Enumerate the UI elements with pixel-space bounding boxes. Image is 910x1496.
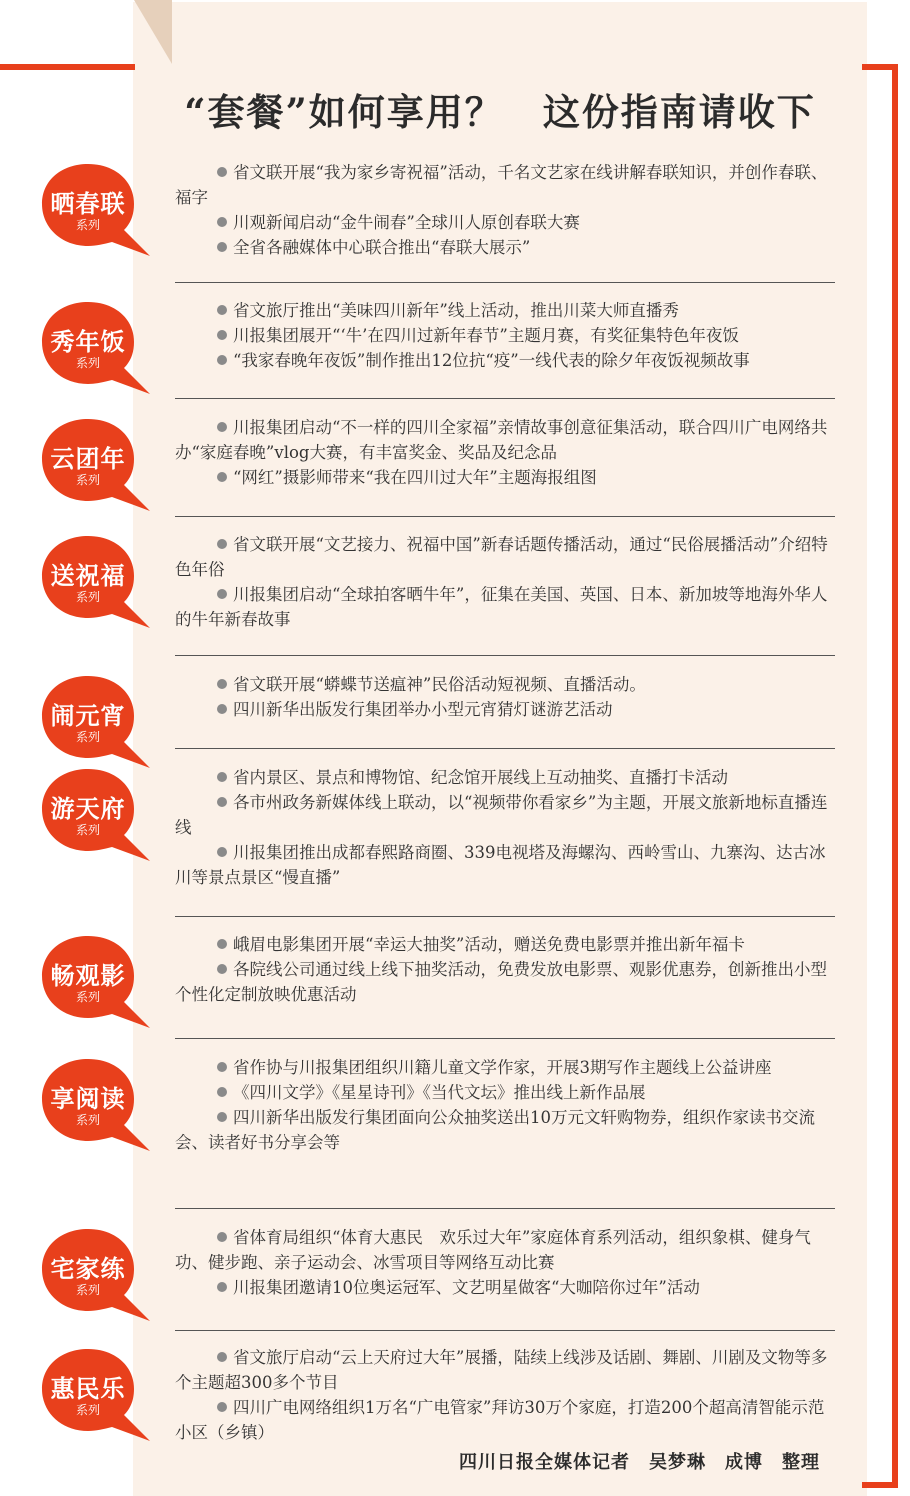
list-item [175, 765, 835, 790]
section-items [175, 415, 835, 490]
bullet-icon [217, 1062, 227, 1072]
series-badge [40, 415, 152, 513]
bullet-icon [217, 422, 227, 432]
series-badge-name: 闹元宵 [50, 702, 126, 730]
series-badge [40, 160, 152, 258]
list-item-text: 《四川文学》《星星诗刊》《当代文坛》推出线上新作品展 [233, 1083, 646, 1102]
series-badge-sub: 系列 [75, 356, 100, 370]
section-divider [175, 1208, 835, 1209]
list-item [175, 672, 835, 697]
bullet-icon [217, 797, 227, 807]
section-divider [175, 1330, 835, 1331]
list-item-text: 四川新华出版发行集团面向公众抽奖送出10万元文轩购物券，组织作家读书交流会、读者好书分享会等 [175, 1108, 815, 1152]
bullet-icon [217, 589, 227, 599]
section-items [175, 1055, 835, 1155]
series-badge [40, 298, 152, 396]
list-item-text: 四川广电网络组织1万名“广电管家”拜访30万个家庭，打造200个超高清智能示范小区（乡镇） [175, 1398, 825, 1442]
list-item [175, 532, 835, 582]
list-item [175, 1225, 835, 1275]
list-item [175, 1080, 835, 1105]
bullet-icon [217, 217, 227, 227]
section-items [175, 298, 835, 373]
list-item-text: 各市州政务新媒体线上联动，以“视频带你看家乡”为主题，开展文旅新地标直播连线 [175, 793, 828, 837]
list-item [175, 932, 835, 957]
credit-line: 四川日报全媒体记者 吴梦琳 成博 整理 [459, 1452, 820, 1473]
series-badge-sub: 系列 [75, 590, 100, 604]
frame-line-right [892, 64, 898, 1488]
bullet-icon [217, 1352, 227, 1362]
section-divider [175, 398, 835, 399]
bullet-icon [217, 1112, 227, 1122]
list-item-text: 各院线公司通过线上线下抽奖活动，免费发放电影票、观影优惠券，创新推出小型个性化定制放映优惠活动 [175, 960, 827, 1004]
list-item-text: 省体育局组织“体育大惠民 欢乐过大年”家庭体育系列活动，组织象棋、健身气功、健步跑、亲子运动会、冰雪项目等网络互动比赛 [175, 1228, 811, 1272]
section-divider [175, 916, 835, 917]
list-item [175, 697, 835, 722]
series-badge [40, 1225, 152, 1323]
bullet-icon [217, 472, 227, 482]
section-items [175, 932, 835, 1007]
list-item [175, 1055, 835, 1080]
series-badge-sub: 系列 [75, 218, 100, 232]
list-item [175, 1345, 835, 1395]
bullet-icon [217, 167, 227, 177]
list-item [175, 235, 835, 260]
bullet-icon [217, 704, 227, 714]
list-item [175, 160, 835, 210]
list-item-text: 省作协与川报集团组织川籍儿童文学作家，开展3期写作主题线上公益讲座 [233, 1058, 772, 1077]
page-fold-corner [96, 0, 172, 64]
list-item [175, 1105, 835, 1155]
section-items [175, 1225, 835, 1300]
bullet-icon [217, 539, 227, 549]
list-item-text: “网红”摄影师带来“我在四川过大年”主题海报组图 [233, 468, 597, 487]
list-item [175, 1395, 835, 1445]
list-item [175, 582, 835, 632]
page-title: “套餐”如何享用？ 这份指南请收下 [184, 90, 816, 134]
series-badge-name: 晒春联 [50, 190, 126, 218]
section-divider [175, 748, 835, 749]
list-item-text: 川观新闻启动“金牛闹春”全球川人原创春联大赛 [233, 213, 580, 232]
bullet-icon [217, 305, 227, 315]
series-badge-name: 享阅读 [50, 1085, 126, 1113]
bullet-icon [217, 1087, 227, 1097]
list-item [175, 1275, 835, 1300]
list-item [175, 790, 835, 840]
bullet-icon [217, 330, 227, 340]
section-divider [175, 655, 835, 656]
list-item [175, 957, 835, 1007]
list-item-text: 川报集团展开“‘牛’在四川过新年春节”主题月赛，有奖征集特色年夜饭 [233, 326, 739, 345]
bullet-icon [217, 772, 227, 782]
list-item-text: 省文联开展“文艺接力、祝福中国”新春话题传播活动，通过“民俗展播活动”介绍特色年俗 [175, 535, 828, 579]
list-item-text: 川报集团推出成都春熙路商圈、339电视塔及海螺沟、西岭雪山、九寨沟、达古冰川等景点景区“慢直播” [175, 843, 826, 887]
series-badge-sub: 系列 [75, 1403, 100, 1417]
series-badge-sub: 系列 [75, 823, 100, 837]
list-item [175, 415, 835, 465]
section-divider [175, 1038, 835, 1039]
bullet-icon [217, 355, 227, 365]
list-item-text: 川报集团邀请10位奥运冠军、文艺明星做客“大咖陪你过年”活动 [233, 1278, 700, 1297]
list-item-text: 川报集团启动“不一样的四川全家福”亲情故事创意征集活动，联合四川广电网络共办“家庭春晚”vlog大赛，有丰富奖金、奖品及纪念品 [175, 418, 828, 462]
list-item-text: 峨眉电影集团开展“幸运大抽奖”活动，赠送免费电影票并推出新年福卡 [233, 935, 745, 954]
list-item-text: 全省各融媒体中心联合推出“春联大展示” [233, 238, 531, 257]
bullet-icon [217, 939, 227, 949]
section-items [175, 765, 835, 890]
list-item [175, 323, 835, 348]
series-badge-sub: 系列 [75, 1113, 100, 1127]
series-badge-name: 畅观影 [50, 962, 126, 990]
bullet-icon [217, 1232, 227, 1242]
section-divider [175, 282, 835, 283]
list-item-text: 省文联开展“我为家乡寄祝福”活动，千名文艺家在线讲解春联知识，并创作春联、福字 [175, 163, 828, 207]
series-badge [40, 1345, 152, 1443]
list-item-text: 省内景区、景点和博物馆、纪念馆开展线上互动抽奖、直播打卡活动 [233, 768, 728, 787]
series-badge [40, 932, 152, 1030]
frame-line-left [0, 64, 135, 70]
series-badge [40, 532, 152, 630]
section-items [175, 160, 835, 260]
series-badge [40, 765, 152, 863]
bullet-icon [217, 964, 227, 974]
bullet-icon [217, 1402, 227, 1412]
series-badge-name: 游天府 [50, 795, 126, 823]
series-badge [40, 1055, 152, 1153]
list-item-text: “我家春晚年夜饭”制作推出12位抗“疫”一线代表的除夕年夜饭视频故事 [233, 351, 750, 370]
series-badge-name: 惠民乐 [50, 1375, 126, 1403]
section-divider [175, 516, 835, 517]
bullet-icon [217, 1282, 227, 1292]
series-badge-name: 秀年饭 [50, 328, 126, 356]
section-items [175, 532, 835, 632]
list-item [175, 348, 835, 373]
list-item [175, 298, 835, 323]
list-item-text: 省文旅厅启动“云上天府过大年”展播，陆续上线涉及话剧、舞剧、川剧及文物等多个主题超300多个节目 [175, 1348, 828, 1392]
list-item-text: 省文联开展“蟒蝶节送瘟神”民俗活动短视频、直播活动。 [233, 675, 646, 694]
bullet-icon [217, 242, 227, 252]
list-item [175, 840, 835, 890]
series-badge-name: 云团年 [50, 445, 126, 473]
series-badge-name: 送祝福 [50, 562, 126, 590]
list-item-text: 四川新华出版发行集团举办小型元宵猜灯谜游艺活动 [233, 700, 613, 719]
series-badge-sub: 系列 [75, 990, 100, 1004]
series-badge-sub: 系列 [75, 473, 100, 487]
series-badge [40, 672, 152, 770]
list-item-text: 川报集团启动“全球拍客晒牛年”，征集在美国、英国、日本、新加坡等地海外华人的牛年新春故事 [175, 585, 828, 629]
list-item [175, 210, 835, 235]
series-badge-sub: 系列 [75, 1283, 100, 1297]
series-badge-name: 宅家练 [50, 1255, 126, 1283]
series-badge-sub: 系列 [75, 730, 100, 744]
list-item [175, 465, 835, 490]
frame-line-bottom [862, 1482, 898, 1488]
list-item-text: 省文旅厅推出“美味四川新年”线上活动，推出川菜大师直播秀 [233, 301, 679, 320]
bullet-icon [217, 679, 227, 689]
section-items [175, 1345, 835, 1445]
bullet-icon [217, 847, 227, 857]
section-items [175, 672, 835, 722]
